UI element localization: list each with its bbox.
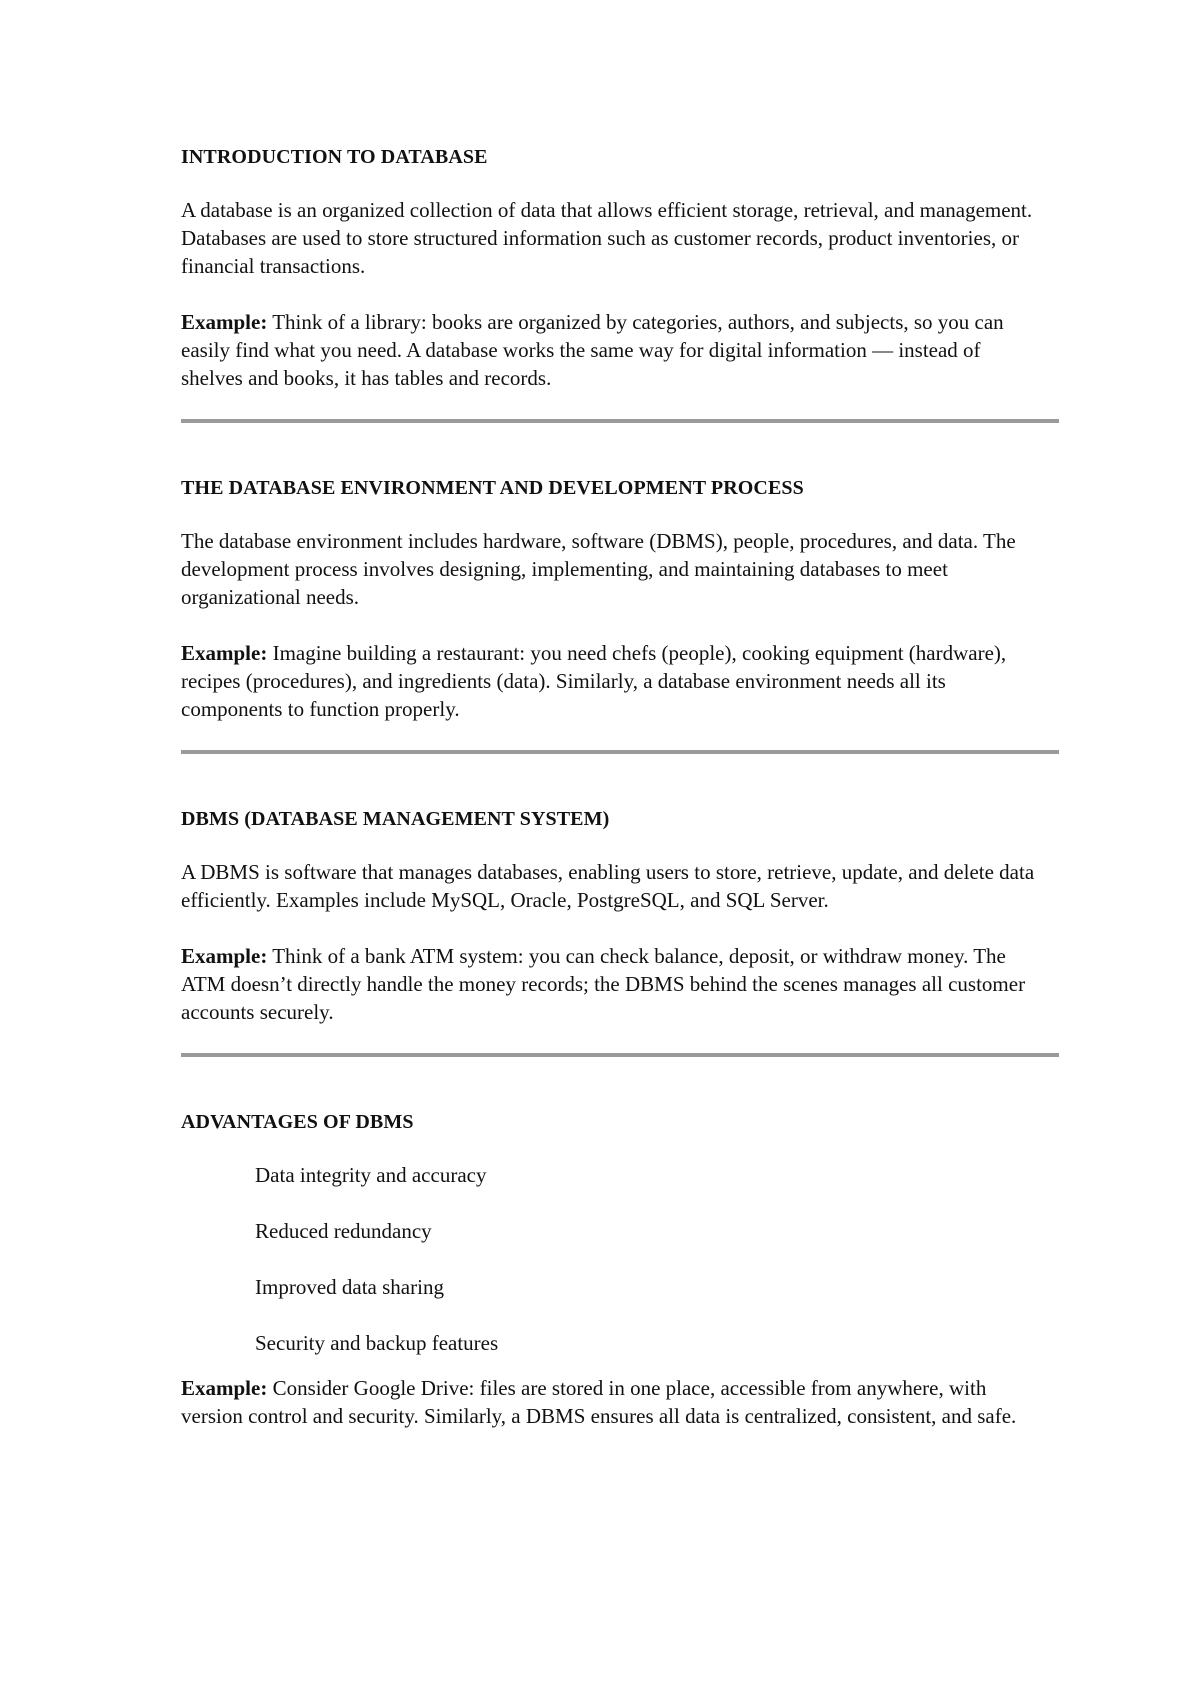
example-label: Example: xyxy=(181,944,268,968)
section-introduction xyxy=(181,143,1061,423)
section-advantages xyxy=(181,1108,1061,1430)
example-paragraph xyxy=(181,639,1041,723)
section-heading: DBMS (DATABASE MANAGEMENT SYSTEM) xyxy=(181,808,610,830)
section-paragraph: A DBMS is software that manages databases, enabling users to store, retrieve, update, and delete data efficiently. Examples include MySQL, Oracle, PostgreSQL, and SQL Server. xyxy=(181,860,1035,912)
list-item: Security and backup features xyxy=(255,1331,499,1355)
example-label: Example: xyxy=(181,310,268,334)
section-paragraph: A database is an organized collection of data that allows efficient storage, retrieval, and management. Databases are used to store structured information such as customer records, product inventories, or financial transactions. xyxy=(181,198,1033,278)
example-label: Example: xyxy=(181,1376,268,1400)
example-text: Consider Google Drive: files are stored in one place, accessible from anywhere, with version control and security. Similarly, a DBMS ensures all data is centralized, consistent, and safe. xyxy=(181,1376,1017,1428)
list-item: Data integrity and accuracy xyxy=(255,1163,487,1187)
list-item: Improved data sharing xyxy=(255,1275,444,1299)
section-heading: ADVANTAGES OF DBMS xyxy=(181,1111,414,1133)
document-page xyxy=(181,143,1061,1430)
section-dbms xyxy=(181,805,1061,1057)
example-paragraph xyxy=(181,308,1041,392)
example-text: Think of a bank ATM system: you can check balance, deposit, or withdraw money. The ATM doesn’t directly handle the money records; the DBMS behind the scenes manages all customer accounts securely. xyxy=(181,944,1026,1024)
example-label: Example: xyxy=(181,641,268,665)
example-text: Imagine building a restaurant: you need chefs (people), cooking equipment (hardware), recipes (procedures), and ingredients (data). Similarly, a database environment needs all its components to function properly. xyxy=(181,641,1007,721)
section-environment xyxy=(181,474,1061,754)
section-paragraph: The database environment includes hardware, software (DBMS), people, procedures, and data. The development process involves designing, implementing, and maintaining databases to meet organizational needs. xyxy=(181,529,1016,609)
advantages-list xyxy=(181,1161,1061,1357)
example-paragraph xyxy=(181,1374,1041,1430)
list-item: Reduced redundancy xyxy=(255,1219,432,1243)
section-heading: INTRODUCTION TO DATABASE xyxy=(181,146,488,168)
section-heading: THE DATABASE ENVIRONMENT AND DEVELOPMENT PROCESS xyxy=(181,477,804,499)
example-text: Think of a library: books are organized by categories, authors, and subjects, so you can easily find what you need. A database works the same way for digital information — instead of shelves and books, it has tables and records. xyxy=(181,310,1004,390)
example-paragraph xyxy=(181,942,1041,1026)
